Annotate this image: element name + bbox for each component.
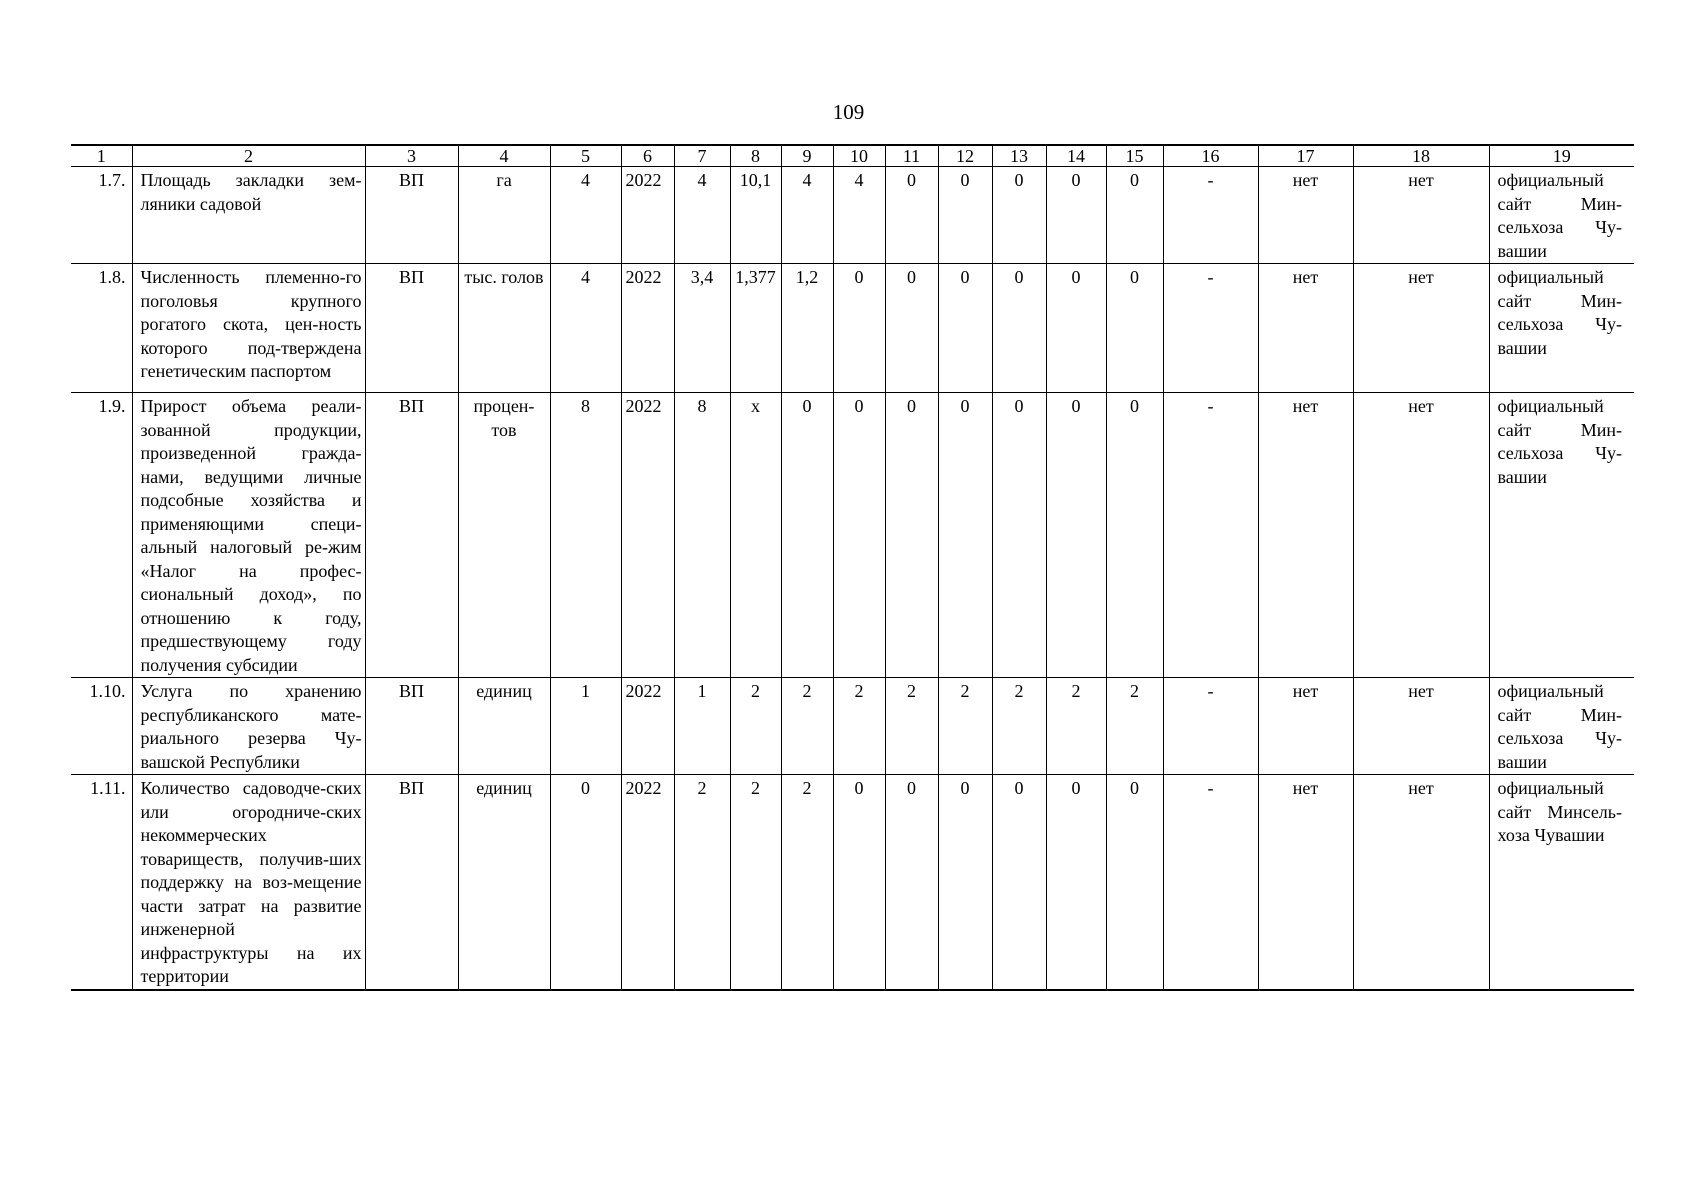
- data-source: официальный сайт Мин-сельхоза Чу-вашии: [1489, 678, 1634, 775]
- unit-of-measure: га: [458, 167, 550, 264]
- header-cell: 5: [550, 145, 621, 167]
- cell-col7: 4: [674, 167, 730, 264]
- cell-col14: 0: [1046, 393, 1106, 678]
- unit-of-measure: процен-тов: [458, 393, 550, 678]
- table-row: [71, 393, 1634, 678]
- cell-col8: 2: [730, 775, 781, 990]
- cell-col14: 0: [1046, 264, 1106, 393]
- cell-col13: 0: [992, 264, 1046, 393]
- indicator-type: ВП: [365, 393, 458, 678]
- header-cell: 19: [1489, 145, 1634, 167]
- indicator-name: Прирост объема реали-зованной продукции, произведенной гражда-нами, ведущими личные подсобные хозяйства и применяющими специ-альный налоговый ре-жим «Налог на профес-сиональный доход», по отношению к году, предшествующему году получения субсидии: [132, 393, 365, 678]
- header-cell: 15: [1106, 145, 1163, 167]
- cell-col18: нет: [1353, 775, 1489, 990]
- unit-of-measure: единиц: [458, 678, 550, 775]
- cell-col13: 0: [992, 393, 1046, 678]
- header-cell: 9: [781, 145, 833, 167]
- row-number: 1.7.: [71, 167, 132, 264]
- indicator-name: Площадь закладки зем-ляники садовой: [132, 167, 365, 264]
- cell-col9: 1,2: [781, 264, 833, 393]
- cell-col7: 2: [674, 775, 730, 990]
- cell-base-year: 2022: [621, 678, 674, 775]
- cell-col12: 0: [938, 167, 992, 264]
- cell-col5: 0: [550, 775, 621, 990]
- row-number: 1.11.: [71, 775, 132, 990]
- page-number: 109: [832, 100, 865, 124]
- cell-col11: 0: [885, 393, 938, 678]
- cell-col15: 0: [1106, 167, 1163, 264]
- header-cell: 2: [132, 145, 365, 167]
- unit-of-measure: единиц: [458, 775, 550, 990]
- unit-of-measure: тыс. голов: [458, 264, 550, 393]
- indicators-table: [71, 144, 1634, 991]
- data-source: официальный сайт Мин-сельхоза Чу-вашии: [1489, 393, 1634, 678]
- table-header-row: [71, 145, 1634, 167]
- indicator-type: ВП: [365, 678, 458, 775]
- cell-col14: 0: [1046, 775, 1106, 990]
- cell-col10: 0: [833, 393, 885, 678]
- cell-col5: 8: [550, 393, 621, 678]
- header-cell: 17: [1258, 145, 1353, 167]
- cell-col13: 0: [992, 167, 1046, 264]
- cell-col7: 3,4: [674, 264, 730, 393]
- indicator-type: ВП: [365, 167, 458, 264]
- cell-col15: 0: [1106, 393, 1163, 678]
- cell-col17: нет: [1258, 775, 1353, 990]
- table-row: [71, 678, 1634, 775]
- cell-col9: 4: [781, 167, 833, 264]
- indicator-name: Численность племенно-го поголовья крупного рогатого скота, цен-ность которого под-тверждена генетическим паспортом: [132, 264, 365, 393]
- data-source: официальный сайт Минсель-хоза Чувашии: [1489, 775, 1634, 990]
- row-number: 1.8.: [71, 264, 132, 393]
- cell-col10: 0: [833, 264, 885, 393]
- header-cell: 6: [621, 145, 674, 167]
- cell-col17: нет: [1258, 264, 1353, 393]
- table-row: [71, 264, 1634, 393]
- row-number: 1.9.: [71, 393, 132, 678]
- cell-col8: х: [730, 393, 781, 678]
- header-cell: 11: [885, 145, 938, 167]
- cell-col18: нет: [1353, 264, 1489, 393]
- cell-col14: 0: [1046, 167, 1106, 264]
- cell-col9: 2: [781, 678, 833, 775]
- header-cell: 7: [674, 145, 730, 167]
- cell-col7: 1: [674, 678, 730, 775]
- header-cell: 4: [458, 145, 550, 167]
- header-cell: 13: [992, 145, 1046, 167]
- cell-col17: нет: [1258, 393, 1353, 678]
- header-cell: 12: [938, 145, 992, 167]
- row-number: 1.10.: [71, 678, 132, 775]
- cell-col18: нет: [1353, 678, 1489, 775]
- cell-col15: 0: [1106, 775, 1163, 990]
- cell-col17: нет: [1258, 678, 1353, 775]
- cell-col11: 0: [885, 167, 938, 264]
- cell-col11: 2: [885, 678, 938, 775]
- cell-col5: 4: [550, 167, 621, 264]
- header-cell: 16: [1163, 145, 1258, 167]
- cell-col13: 2: [992, 678, 1046, 775]
- cell-col12: 0: [938, 393, 992, 678]
- table-row: [71, 775, 1634, 990]
- cell-col10: 4: [833, 167, 885, 264]
- cell-col12: 2: [938, 678, 992, 775]
- cell-col16: -: [1163, 264, 1258, 393]
- cell-base-year: 2022: [621, 775, 674, 990]
- cell-col11: 0: [885, 775, 938, 990]
- indicator-name: Количество садоводче-ских или огородниче-ских некоммерческих товариществ, получив-ших поддержку на воз-мещение части затрат на развитие инженерной инфраструктуры на их территории: [132, 775, 365, 990]
- cell-col14: 2: [1046, 678, 1106, 775]
- indicator-name: Услуга по хранению республиканского мате-риального резерва Чу-вашской Республики: [132, 678, 365, 775]
- cell-col16: -: [1163, 393, 1258, 678]
- cell-col10: 0: [833, 775, 885, 990]
- cell-col8: 10,1: [730, 167, 781, 264]
- cell-base-year: 2022: [621, 264, 674, 393]
- cell-col10: 2: [833, 678, 885, 775]
- header-cell: 3: [365, 145, 458, 167]
- cell-col13: 0: [992, 775, 1046, 990]
- cell-col16: -: [1163, 167, 1258, 264]
- table-row: [71, 167, 1634, 264]
- cell-col18: нет: [1353, 393, 1489, 678]
- header-cell: 14: [1046, 145, 1106, 167]
- cell-col16: -: [1163, 678, 1258, 775]
- cell-col5: 4: [550, 264, 621, 393]
- cell-col7: 8: [674, 393, 730, 678]
- data-source: официальный сайт Мин-сельхоза Чу-вашии: [1489, 264, 1634, 393]
- cell-col9: 2: [781, 775, 833, 990]
- cell-col18: нет: [1353, 167, 1489, 264]
- cell-col11: 0: [885, 264, 938, 393]
- cell-base-year: 2022: [621, 393, 674, 678]
- data-source: официальный сайт Мин-сельхоза Чу-вашии: [1489, 167, 1634, 264]
- indicator-type: ВП: [365, 264, 458, 393]
- cell-col17: нет: [1258, 167, 1353, 264]
- cell-col12: 0: [938, 264, 992, 393]
- cell-col15: 0: [1106, 264, 1163, 393]
- header-cell: 8: [730, 145, 781, 167]
- header-cell: 1: [71, 145, 132, 167]
- indicator-type: ВП: [365, 775, 458, 990]
- cell-col8: 1,377: [730, 264, 781, 393]
- cell-col8: 2: [730, 678, 781, 775]
- cell-base-year: 2022: [621, 167, 674, 264]
- cell-col9: 0: [781, 393, 833, 678]
- cell-col16: -: [1163, 775, 1258, 990]
- header-cell: 10: [833, 145, 885, 167]
- cell-col5: 1: [550, 678, 621, 775]
- header-cell: 18: [1353, 145, 1489, 167]
- cell-col12: 0: [938, 775, 992, 990]
- cell-col15: 2: [1106, 678, 1163, 775]
